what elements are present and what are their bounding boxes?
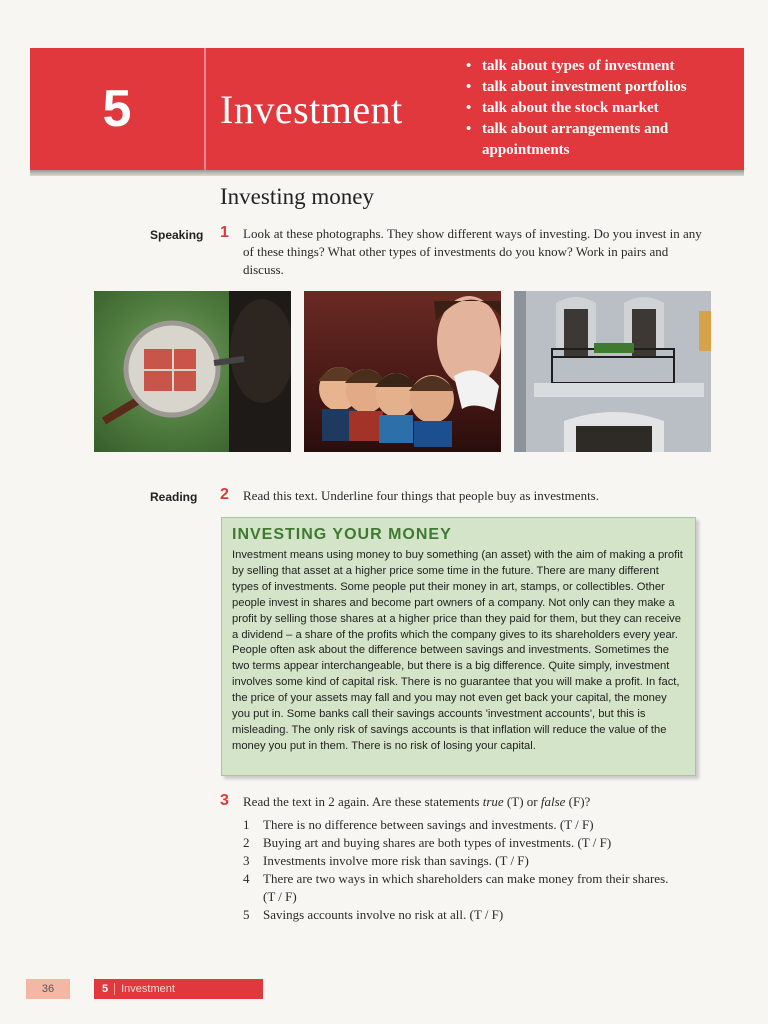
exercise3-instructions [243,793,703,811]
true-false-list [243,816,673,924]
speaking-label: Speaking [150,228,204,242]
exercise-number: 1 [220,224,229,241]
list-item [243,852,673,870]
reading-box-title: INVESTING YOUR MONEY [232,526,452,543]
exercise-number: 3 [220,792,229,809]
figurines-illustration [304,291,501,452]
exercise-number: 2 [220,486,229,503]
footer-unit-name: Investment [121,983,175,995]
reading-text-box [221,517,696,776]
false-word: false [540,794,566,809]
item-number: 5 [243,907,250,922]
item-number: 3 [243,853,250,868]
list-item [243,816,673,834]
instruction-text: (T) or [503,794,541,809]
instruction-text: Read the text in 2 again. Are these statements [243,794,483,809]
section-title: Investing money [220,184,374,209]
page-number: 36 [26,979,70,999]
speaking-instructions: Look at these photographs. They show different ways of investing. Do you invest in any of these things? What other types of investments do you know? Work in pairs and discuss. [243,226,702,277]
item-text: Buying art and buying shares are both types of investments. (T / F) [263,835,612,850]
photo-stamps-magnifier [94,291,291,452]
photo-property-building [514,291,711,452]
reading-instructions: Read this text. Underline four things that people buy as investments. [243,488,599,503]
objective-item: • talk about types of investment [466,56,741,77]
unit-header-banner [30,48,744,170]
photo-collectible-figures [304,291,501,452]
unit-objectives [466,56,741,161]
objective-item: • talk about investment portfolios [466,77,741,98]
stamps-magnifier-illustration [94,291,291,452]
unit-number: 5 [30,48,206,170]
reading-label: Reading [150,490,198,504]
objective-item: • talk about the stock market [466,98,741,119]
item-text: Savings accounts involve no risk at all. (T / F) [263,907,504,922]
building-illustration [514,291,711,452]
list-item [243,906,673,924]
item-text: There are two ways in which shareholders can make money from their shares. (T / F) [263,871,669,904]
item-number: 1 [243,817,250,832]
item-number: 2 [243,835,250,850]
item-text: There is no difference between savings and investments. (T / F) [263,817,594,832]
unit-title: Investment [220,87,403,132]
reading-box-text: Investment means using money to buy something (an asset) with the aim of making a profit by selling that asset at a higher price some time in the future. There are many different types of investments. Some people put their money in art, stamps, or collectibles. Other people invest in shares and become part owners of a company. Not only can they make a profit by selling those shares at a higher price than they paid for them, but they can receive a dividend – a share of the profits which the company gives to its shareholders every year. People often ask about the difference between savings and investments. Sometimes the two terms appear interchangeable, but there is a big difference. Quite simply, investment involves some kind of capital risk. There is no guarantee that you will make a profit. In fact, the price of your assets may fall and you may not even get back your capital, the money you put in. Some banks call their savings accounts 'investment accounts', but this is misleading. The only risk of savings accounts is that inflation will reduce the value of the money you put in them. There is no risk of losing your capital. [232,549,683,752]
list-item [243,870,673,906]
true-word: true [482,794,504,809]
banner-divider [30,170,744,176]
footer-unit-number: 5 [94,983,115,995]
instruction-text: (F)? [565,794,591,809]
list-item [243,834,673,852]
item-text: Investments involve more risk than savings. (T / F) [263,853,529,868]
footer-unit-bar [94,979,263,999]
objective-item: • talk about arrangements and appointments [466,119,741,161]
item-number: 4 [243,871,250,886]
